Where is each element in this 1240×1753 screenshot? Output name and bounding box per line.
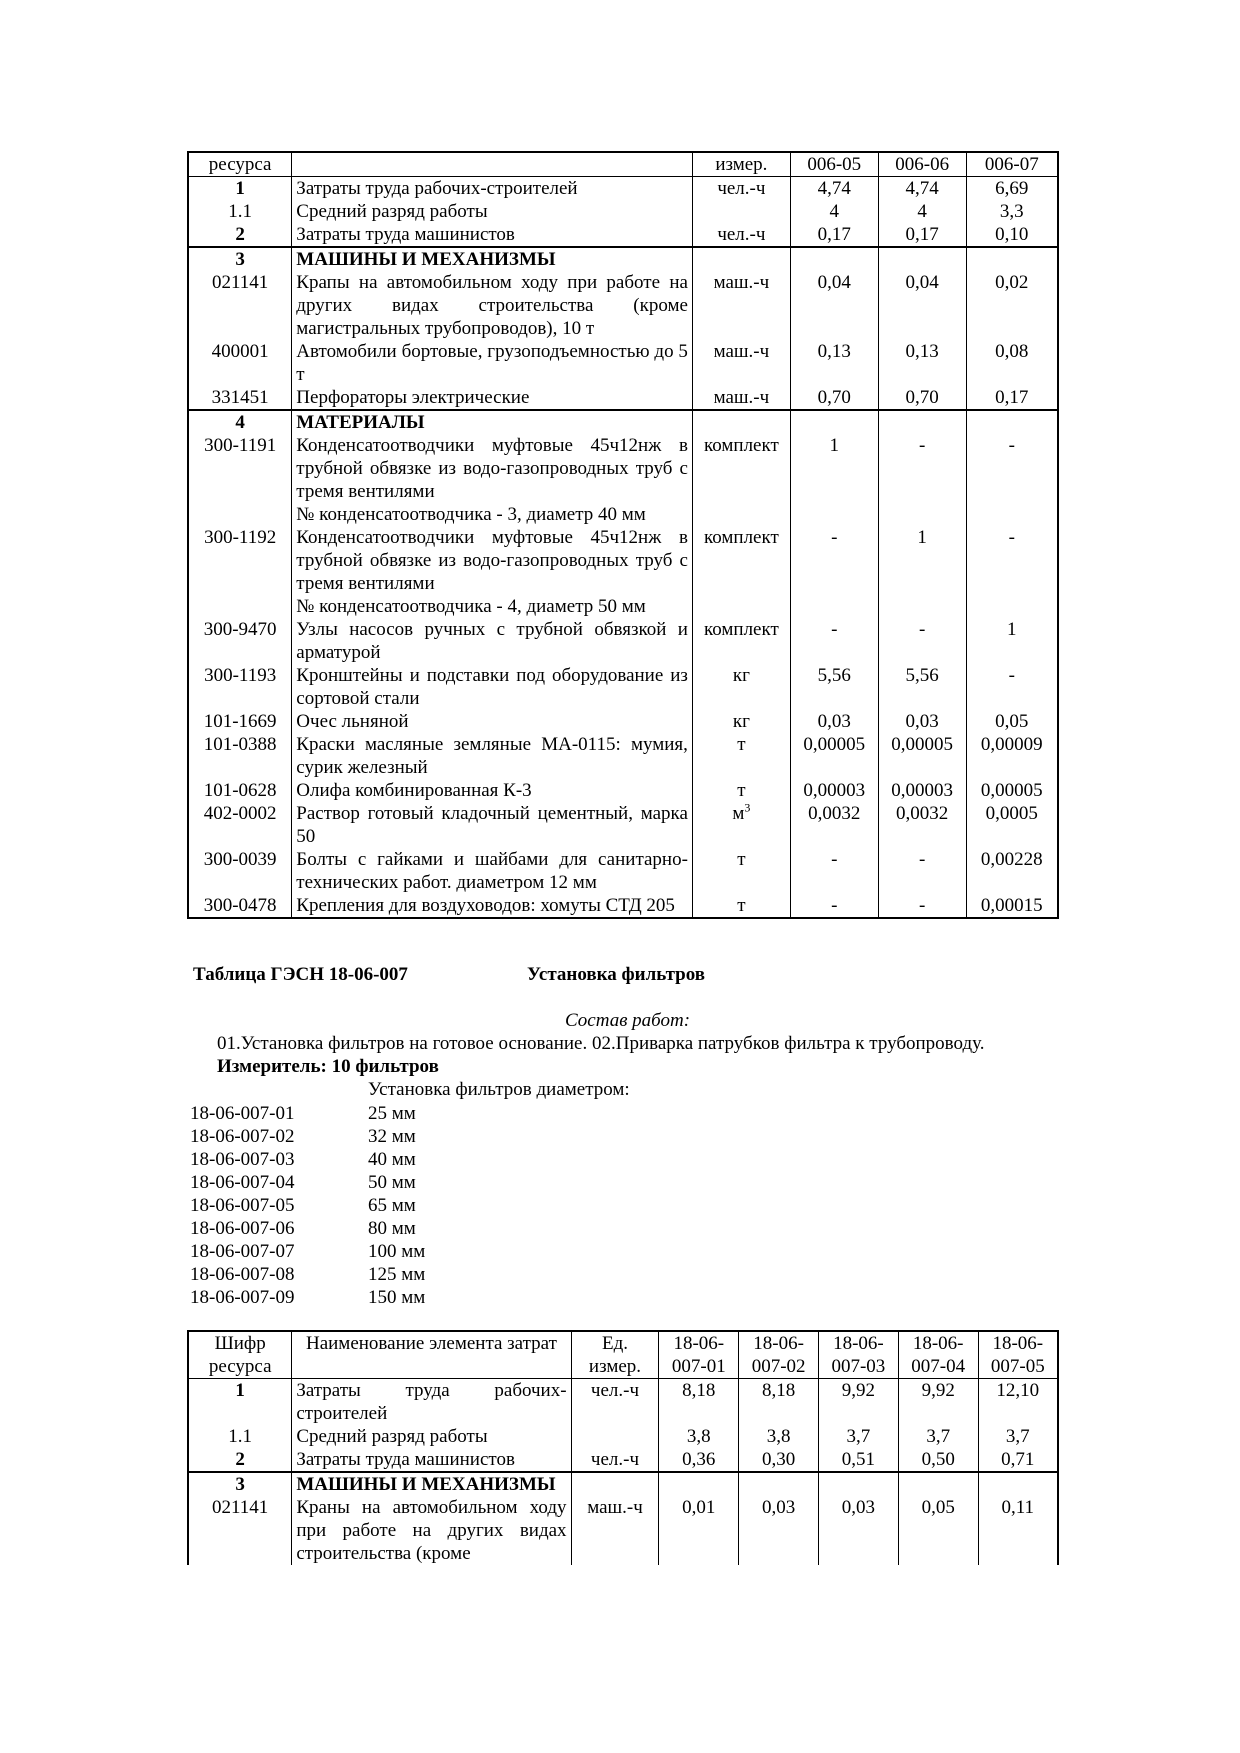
filter-code: 18-06-007-06 [190,1218,295,1239]
resource-name [292,802,693,848]
filter-code-row [190,1125,425,1148]
table-row [188,1379,1058,1426]
resource-name [292,848,693,894]
unit-cell: комплект [692,526,790,618]
table-label: Таблица ГЭСН 18-06-007 [193,964,408,985]
filter-diameter: 150 мм [368,1287,426,1308]
table-row [188,200,1058,223]
resource-name-text: Затраты труда машинистов [296,224,515,245]
resource-code: 3 [188,1472,292,1496]
resource-code: 101-0388 [188,733,292,779]
unit-cell: $м^3$ [692,802,790,848]
value-cell: - [966,664,1058,710]
resource-name-text: МАТЕРИАЛЫ [296,412,425,433]
filter-code-row [190,1194,425,1217]
unit-cell: маш.-ч [571,1496,659,1565]
resource-name [292,710,693,733]
table-row [188,618,1058,664]
value-cell: 0,00003 [790,779,878,802]
resource-name-text: Раствор готовый кладочный цементный, марка 50 [296,803,688,847]
resource-table-007 [187,1330,1059,1565]
value-cell [966,410,1058,434]
table-row [188,177,1058,201]
resource-name [292,223,693,247]
resource-code: 021141 [188,271,292,340]
filter-code-row [190,1217,425,1240]
table-row [188,733,1058,779]
resource-code: 4 [188,410,292,434]
value-cell: 0,00009 [966,733,1058,779]
resource-code: 021141 [188,1496,292,1565]
filter-code: 18-06-007-08 [190,1264,295,1285]
value-cell: 0,00005 [790,733,878,779]
value-cell [739,1472,819,1496]
value-cell [978,1472,1058,1496]
resource-name-note: № конденсатоотводчика - 3, диаметр 40 мм [296,504,646,525]
resource-name-text: Болты с гайками и шайбами для санитарно-технических работ. диаметром 12 мм [296,849,688,893]
value-cell: - [790,848,878,894]
unit-cell: маш.-ч [692,340,790,386]
value-cell: 0,00005 [878,733,966,779]
filter-code: 18-06-007-02 [190,1126,295,1147]
filter-diameter: 50 мм [368,1172,416,1193]
header-norm-code-part: 007-05 [990,1356,1045,1377]
value-cell [878,410,966,434]
value-cell [790,247,878,271]
table-row [188,1472,1058,1496]
unit-cell: чел.-ч [692,223,790,247]
resource-name-text: Краски масляные земляные МА-0115: мумия, сурик железный [296,734,688,778]
resource-code: 1.1 [188,200,292,223]
resource-name-text: Конденсатоотводчики муфтовые 45ч12нж в трубной обвязке из водо-газопроводных труб с тремя вентилями [296,527,688,594]
value-cell: 0,04 [790,271,878,340]
resource-code: 3 [188,247,292,271]
unit-cell: т [692,733,790,779]
resource-code: 331451 [188,386,292,410]
resource-name [292,410,693,434]
unit-superscript: 3 [744,800,751,815]
resource-code: 1.1 [188,1425,292,1448]
unit-cell [571,1425,659,1448]
unit-cell: чел.-ч [571,1379,659,1426]
unit-cell: комплект [692,618,790,664]
value-cell: 3,7 [898,1425,978,1448]
value-cell: 8,18 [659,1379,739,1426]
value-cell: - [790,894,878,918]
resource-code: 300-0478 [188,894,292,918]
value-cell: 4 [790,200,878,223]
value-cell: 8,18 [739,1379,819,1426]
table-row [188,848,1058,894]
table-row [188,710,1058,733]
value-cell: 9,92 [819,1379,899,1426]
value-cell: 4,74 [878,177,966,201]
value-cell: 0,00003 [878,779,966,802]
table-row [188,526,1058,618]
resource-name-note: № конденсатоотводчика - 4, диаметр 50 мм [296,596,646,617]
resource-name [292,200,693,223]
value-cell [819,1472,899,1496]
resource-code: 300-1192 [188,526,292,618]
value-cell: 1 [966,618,1058,664]
table-header-row [188,152,1058,177]
header-norm-code-part: 18-06- [673,1333,725,1354]
resource-table-006 [187,151,1059,919]
value-cell: 0,03 [790,710,878,733]
filter-code-row [190,1171,425,1194]
header-norm-code-part: 18-06- [992,1333,1044,1354]
value-cell: - [790,618,878,664]
value-cell [966,247,1058,271]
resource-name: Краны на автомобильном ходу при работе на других видах строительства (кроме [292,1496,571,1565]
resource-name [292,386,693,410]
resource-code: 300-1193 [188,664,292,710]
filter-diameter: 100 мм [368,1241,426,1262]
resource-name-text: Узлы насосов ручных с трубной обвязкой и арматурой [296,619,688,663]
unit-cell: кг [692,664,790,710]
value-cell: 4,74 [790,177,878,201]
filter-code-row [190,1240,425,1263]
resource-name-text: Автомобили бортовые, грузоподъемностью до 5 т [296,341,688,385]
header-cell: 006-06 [878,152,966,177]
header-code: Шифр ресурса [188,1331,292,1379]
header-norm-code [978,1331,1058,1379]
value-cell: 0,03 [878,710,966,733]
filter-diameter: 125 мм [368,1264,426,1285]
composition-text: 01.Установка фильтров на готовое основание. 02.Приварка патрубков фильтра к трубопроводу. [217,1033,985,1054]
unit-cell: чел.-ч [571,1448,659,1472]
unit-cell: т [692,779,790,802]
filter-diameter: 65 мм [368,1195,416,1216]
value-cell: 0,0005 [966,802,1058,848]
unit-cell [692,200,790,223]
header-norm-code-part: 007-04 [911,1356,966,1377]
resource-name-text: Затраты труда рабочих-строителей [296,178,578,199]
resource-name-text: Крапы на автомобильном ходу при работе на других видах строительства (кроме магистральных трубопроводов), 10 т [296,272,688,339]
value-cell: 4 [878,200,966,223]
value-cell: - [966,434,1058,526]
value-cell: - [878,434,966,526]
value-cell: 0,11 [978,1496,1058,1565]
resource-name-text: Средний разряд работы [296,201,488,222]
resource-name-text: Очес льняной [296,711,409,732]
header-norm-code-part: 007-01 [671,1356,726,1377]
table-row [188,340,1058,386]
filter-code: 18-06-007-01 [190,1103,295,1124]
value-cell: 0,30 [739,1448,819,1472]
value-cell: 3,8 [739,1425,819,1448]
value-cell: 0,51 [819,1448,899,1472]
table-header-row [188,1331,1058,1379]
header-name: Наименование элемента затрат [292,1331,571,1379]
value-cell: 5,56 [878,664,966,710]
resource-name [292,247,693,271]
header-norm-code-part: 007-03 [831,1356,886,1377]
table-row [188,779,1058,802]
value-cell [659,1472,739,1496]
resource-code: 300-0039 [188,848,292,894]
value-cell: 0,10 [966,223,1058,247]
value-cell: 0,0032 [790,802,878,848]
table-row [188,1425,1058,1448]
resource-name-text: Олифа комбинированная К-3 [296,780,532,801]
value-cell: 0,03 [819,1496,899,1565]
value-cell: - [878,618,966,664]
resource-code: 300-1191 [188,434,292,526]
value-cell: 0,13 [790,340,878,386]
header-cell [292,152,693,177]
value-cell: 5,56 [790,664,878,710]
resource-name-text: Конденсатоотводчики муфтовые 45ч12нж в трубной обвязке из водо-газопроводных труб с тремя вентилями [296,435,688,502]
value-cell: 3,3 [966,200,1058,223]
value-cell: 0,00005 [966,779,1058,802]
table-row [188,1496,1058,1565]
header-norm-code-part: 18-06- [912,1333,964,1354]
resource-name [292,340,693,386]
resource-name: Затраты труда рабочих-строителей [292,1379,571,1426]
resource-name [292,271,693,340]
value-cell: 6,69 [966,177,1058,201]
header-norm-code-part: 18-06- [833,1333,884,1354]
table-row [188,802,1058,848]
value-cell: 0,13 [878,340,966,386]
value-cell: 3,7 [978,1425,1058,1448]
value-cell: 0,71 [978,1448,1058,1472]
unit-cell [571,1472,659,1496]
unit-cell: комплект [692,434,790,526]
value-cell: 9,92 [898,1379,978,1426]
unit-cell [692,247,790,271]
filter-code-row [190,1102,425,1125]
value-cell: 0,70 [878,386,966,410]
resource-name [292,618,693,664]
unit-cell: чел.-ч [692,177,790,201]
resource-name [292,664,693,710]
header-cell: 006-07 [966,152,1058,177]
filter-diameter: 25 мм [368,1103,416,1124]
header-norm-code [739,1331,819,1379]
table-row [188,223,1058,247]
header-norm-code-part: 18-06- [753,1333,804,1354]
resource-code: 400001 [188,340,292,386]
value-cell: 0,50 [898,1448,978,1472]
resource-name [292,894,693,918]
filter-list-title: Установка фильтров диаметром: [368,1079,630,1100]
resource-code: 1 [188,177,292,201]
unit-cell [692,410,790,434]
resource-name [292,733,693,779]
value-cell: 0,17 [790,223,878,247]
resource-name [292,177,693,201]
value-cell: 0,08 [966,340,1058,386]
composition-title: Состав работ: [565,1010,691,1031]
filter-code: 18-06-007-09 [190,1287,295,1308]
value-cell [878,247,966,271]
value-cell: 0,36 [659,1448,739,1472]
resource-name-text: Крепления для воздуховодов: хомуты СТД 205 [296,895,675,916]
header-norm-code-part: 007-02 [751,1356,806,1377]
value-cell: 3,8 [659,1425,739,1448]
resource-name [292,434,693,526]
resource-name-text: МАШИНЫ И МЕХАНИЗМЫ [296,249,556,270]
header-norm-code [898,1331,978,1379]
value-cell: 1 [790,434,878,526]
value-cell [898,1472,978,1496]
value-cell [790,410,878,434]
value-cell: 0,00228 [966,848,1058,894]
value-cell: 12,10 [978,1379,1058,1426]
value-cell: 0,04 [878,271,966,340]
resource-code: 2 [188,1448,292,1472]
value-cell: 3,7 [819,1425,899,1448]
value-cell: 0,05 [966,710,1058,733]
filter-diameter: 40 мм [368,1149,416,1170]
table-row [188,894,1058,918]
header-cell: ресурса [188,152,292,177]
table-row [188,1448,1058,1472]
value-cell: 0,17 [878,223,966,247]
header-norm-code [819,1331,899,1379]
value-cell: - [790,526,878,618]
unit-cell: маш.-ч [692,386,790,410]
table-row [188,247,1058,271]
resource-code: 1 [188,1379,292,1426]
resource-name [292,526,693,618]
table-row [188,271,1058,340]
resource-name [292,779,693,802]
value-cell: 0,03 [739,1496,819,1565]
filter-diameter: 32 мм [368,1126,416,1147]
value-cell: 1 [878,526,966,618]
value-cell: 0,70 [790,386,878,410]
filter-code-row [190,1263,425,1286]
filter-diameter: 80 мм [368,1218,416,1239]
resource-name: Средний разряд работы [292,1425,571,1448]
value-cell: 0,05 [898,1496,978,1565]
resource-code: 300-9470 [188,618,292,664]
filter-code-row [190,1286,425,1309]
unit-cell: кг [692,710,790,733]
value-cell: 0,02 [966,271,1058,340]
table-row [188,434,1058,526]
table-row [188,410,1058,434]
header-cell: измер. [692,152,790,177]
unit-cell: маш.-ч [692,271,790,340]
resource-name-text: Перфораторы электрические [296,387,530,408]
resource-code: 402-0002 [188,802,292,848]
filter-code: 18-06-007-03 [190,1149,295,1170]
header-cell: 006-05 [790,152,878,177]
header-unit: Ед. измер. [571,1331,659,1379]
resource-name-text: Кронштейны и подставки под оборудование из сортовой стали [296,665,688,709]
filter-code-row [190,1148,425,1171]
filter-code: 18-06-007-07 [190,1241,295,1262]
value-cell: 0,00015 [966,894,1058,918]
value-cell: 0,01 [659,1496,739,1565]
meter-label: Измеритель: 10 фильтров [217,1056,439,1077]
filter-code: 18-06-007-04 [190,1172,295,1193]
value-cell: - [878,894,966,918]
filter-code: 18-06-007-05 [190,1195,295,1216]
table-row [188,386,1058,410]
filter-code-list [190,1102,425,1309]
value-cell: 0,0032 [878,802,966,848]
resource-code: 2 [188,223,292,247]
header-norm-code [659,1331,739,1379]
table-row [188,664,1058,710]
table-title: Установка фильтров [527,964,706,985]
value-cell: 0,17 [966,386,1058,410]
resource-code: 101-0628 [188,779,292,802]
resource-name: МАШИНЫ И МЕХАНИЗМЫ [292,1472,571,1496]
value-cell: - [878,848,966,894]
resource-code: 101-1669 [188,710,292,733]
value-cell: - [966,526,1058,618]
unit-cell: т [692,894,790,918]
resource-name: Затраты труда машинистов [292,1448,571,1472]
unit-cell: т [692,848,790,894]
